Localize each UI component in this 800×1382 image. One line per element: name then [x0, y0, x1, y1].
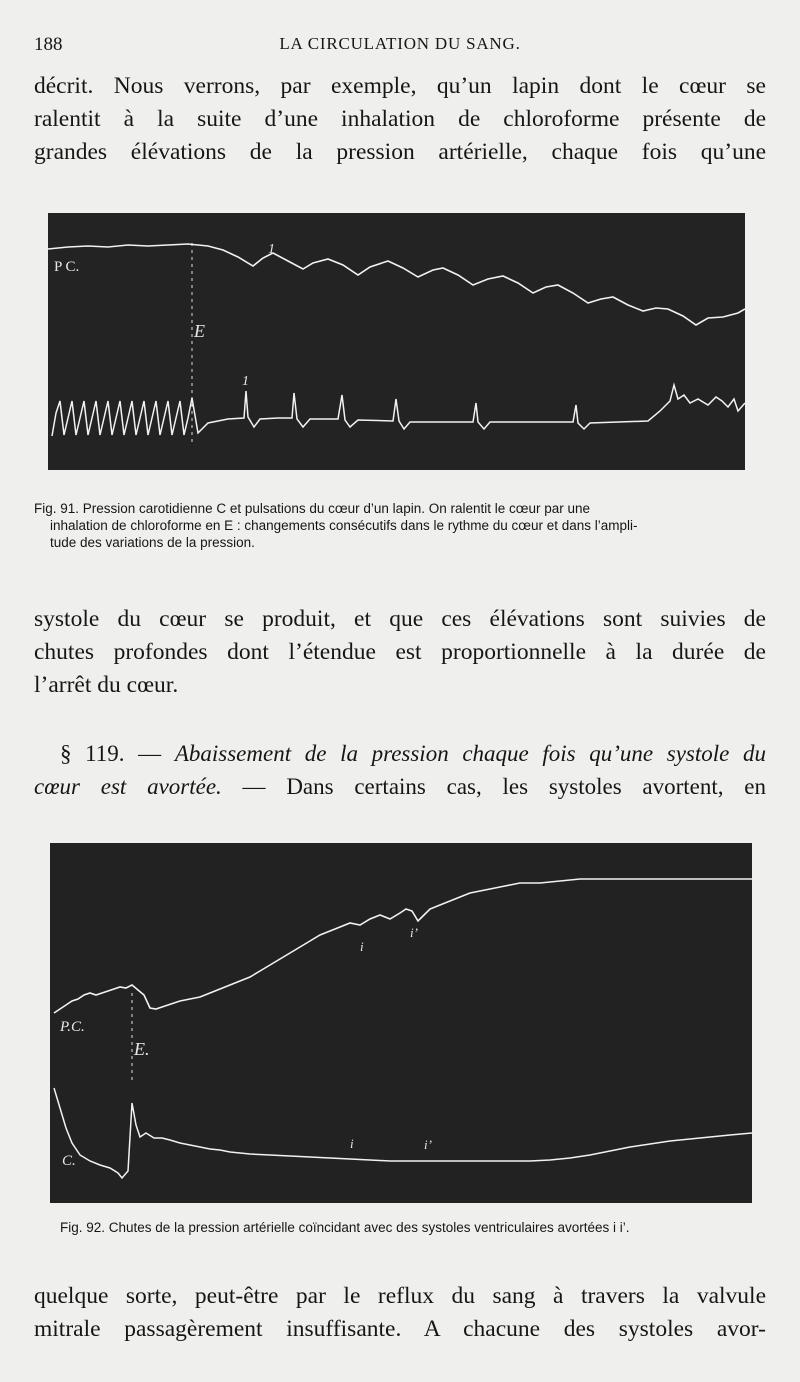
figure-92-trace [50, 843, 752, 1203]
fig92-i2-bottom-label: i’ [424, 1137, 432, 1152]
page-number: 188 [34, 34, 63, 55]
fig92-pc-label: P.C. [60, 1019, 85, 1035]
figure-91-caption-line: inhalation de chloroforme en E : changements consécutifs dans le rythme du cœur et dans l’ampli- [50, 518, 638, 533]
paragraph-2-line: chutes profondes dont l’étendue est proportionnelle à la durée de [34, 639, 766, 665]
figure-92-svg [50, 843, 752, 1203]
paragraph-1 [34, 70, 766, 169]
section-title-part-1: Abaissement de la pression chaque fois qu’une systole du [174, 741, 766, 766]
section-119 [34, 737, 766, 803]
figure-91-svg [48, 213, 745, 470]
fig92-c-label: C. [62, 1153, 76, 1169]
running-title: LA CIRCULATION DU SANG. [279, 34, 521, 53]
figure-91-caption [34, 500, 766, 551]
figure-91-caption-line: Fig. 91. Pression carotidienne C et pulsations du cœur d’un lapin. On ralentit le cœur par une [34, 501, 591, 516]
figure-91-caption-line: tude des variations de la pression. [50, 535, 255, 550]
section-heading-line [34, 770, 766, 803]
fig91-mark-top: 1 [268, 242, 275, 257]
paragraph-1-line: grandes élévations de la pression artérielle, chaque fois qu’une [34, 139, 766, 165]
paragraph-3-line: mitrale passagèrement insuffisante. A chacune des systoles avor- [34, 1316, 766, 1342]
fig92-e-label: E. [134, 1039, 150, 1059]
page-header [34, 30, 766, 58]
paragraph-2 [34, 603, 766, 702]
section-marker: § 119. — [60, 741, 162, 766]
paragraph-3 [34, 1280, 766, 1346]
fig92-i2-top-label: i’ [410, 925, 418, 940]
section-text-start: — Dans certains cas, les systoles avortent, en [221, 774, 767, 799]
paragraph-2-line: systole du cœur se produit, et que ces élévations sont suivies de [34, 606, 766, 632]
paragraph-1-line: ralentit à la suite d’une inhalation de chloroforme présente de [34, 106, 766, 132]
figure-91-trace [48, 213, 745, 470]
paragraph-1-line: décrit. Nous verrons, par exemple, qu’un lapin dont le cœur se [34, 73, 766, 99]
fig91-mark-bottom: 1 [242, 374, 249, 389]
section-title-part-2: cœur est avortée. [34, 774, 222, 799]
paragraph-2-line: l’arrêt du cœur. [34, 672, 179, 698]
fig91-pc-label: P C. [54, 259, 80, 275]
fig92-i-top-label: i [360, 939, 364, 954]
section-heading-line [34, 737, 766, 770]
fig91-e-label: E [194, 321, 205, 341]
paragraph-3-line: quelque sorte, peut-être par le reflux du sang à travers la valvule [34, 1283, 766, 1309]
figure-92-caption: Fig. 92. Chutes de la pression artérielle coïncidant avec des systoles ventriculaires avortées i i’. [60, 1220, 630, 1235]
fig92-i-bottom-label: i [350, 1136, 354, 1151]
